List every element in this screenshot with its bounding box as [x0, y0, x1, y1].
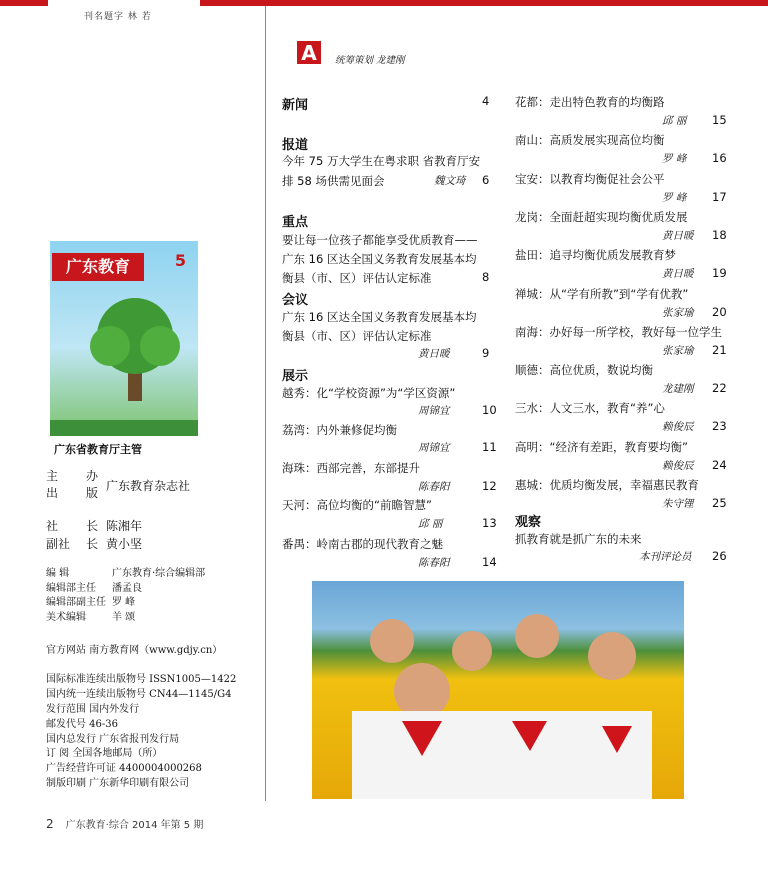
toc-entry-title: 今年 75 万大学生在粤求职 省教育厅安 [282, 154, 481, 168]
toc-page-number: 21 [712, 342, 727, 357]
toc-entry-author: 魏文琦 [434, 175, 466, 187]
pub-line: 国际标准连续出版物号 ISSN1005—1422 [46, 674, 237, 685]
toc-page-number: 24 [712, 457, 727, 472]
pub-line: 订 阅 全国各地邮局（所） [46, 748, 163, 760]
publisher-name: 广东教育杂志社 [106, 479, 191, 493]
toc-entry-title: 越秀：化“学校资源”为“学区资源” [282, 386, 456, 400]
masthead-logo [48, 0, 200, 6]
toc-page-number: 13 [482, 516, 497, 530]
toc-entry-author: 赖俊辰 [662, 421, 694, 434]
toc-page-number: 12 [482, 479, 497, 493]
toc-page-number: 20 [712, 304, 727, 319]
toc-entry-title: 南海：办好每一所学校，教好每一位学生 [515, 324, 722, 339]
president-name: 陈湘年 [106, 519, 143, 533]
credit-row: 编 辑 广东教育·综合编辑部 [46, 568, 206, 579]
toc-page-number: 10 [482, 403, 497, 417]
toc-entry-title: 天河：高位均衡的“前瞻智慧” [282, 498, 432, 512]
masthead-caption: 刊名题字 林 若 [84, 12, 152, 22]
toc-section-heading: 会议 [282, 293, 309, 308]
pub-line: 邮发代号 46-36 [46, 718, 119, 730]
toc-entry-author: 陈春阳 [418, 557, 450, 569]
toc-entry-title: 抓教育就是抓广东的未来 [515, 532, 642, 546]
toc-entry-title: 排 58 场供需见面会 [282, 174, 385, 188]
credit-row: 美术编辑 羊 颂 [46, 611, 136, 623]
pub-line: 国内统一连续出版物号 CN44—1145/G4 [46, 688, 232, 700]
toc-entry-title: 宝安：以教育均衡促社会公平 [515, 171, 665, 186]
toc-entry-author: 罗 峰 [662, 153, 687, 166]
toc-page-number: 25 [712, 496, 727, 510]
toc-page-number: 14 [482, 555, 497, 569]
planning-credit: 统筹策划 龙建刚 [335, 55, 405, 66]
toc-entry-title: 惠城：优质均衡发展，幸福惠民教育 [515, 478, 699, 492]
official-website: 官方网站 南方教育网（www.gdjy.cn） [46, 645, 223, 656]
pub-line: 广告经营许可证 4400004000268 [46, 763, 202, 775]
toc-entry-title: 顺德：高位优质，数说均衡 [515, 363, 653, 378]
students-photo [312, 581, 684, 799]
toc-entry-title: 花都：走出特色教育的均衡路 [515, 95, 665, 109]
toc-page-number: 11 [482, 440, 497, 454]
toc-entry-author: 周锦宜 [418, 442, 450, 454]
pub-line: 发行范围 国内外发行 [46, 703, 140, 715]
cover-title: 广东教育 [52, 253, 144, 281]
toc-page-number: 6 [482, 173, 490, 187]
toc-entry-title: 广东 16 区达全国义务教育发展基本均 [282, 310, 477, 324]
toc-page-number: 18 [712, 227, 727, 242]
toc-entry-author: 朱守锂 [662, 498, 694, 510]
toc-entry-author: 周锦宜 [418, 405, 450, 417]
toc-entry-title: 衡县（市、区）评估认定标准 [282, 271, 432, 285]
toc-entry-author: 龙建刚 [662, 383, 694, 396]
toc-entry-title: 海珠：西部完善，东部提升 [282, 461, 420, 475]
svg-text:A: A [301, 41, 317, 64]
toc-entry-title: 高明：“经济有差距，教育要均衡” [515, 439, 688, 454]
toc-page-number: 8 [482, 270, 490, 284]
toc-entry-title: 荔湾：内外兼修促均衡 [282, 423, 397, 437]
editorial-credits [46, 564, 205, 622]
toc-entry-title: 禅城：从“学有所教”到“学有优教” [515, 286, 689, 301]
toc-entry-author: 张家瑜 [662, 306, 694, 319]
toc-entry-author: 张家瑜 [662, 344, 694, 357]
toc-entry-author: 邱 丽 [662, 115, 687, 127]
cover-issue-number: 5 [174, 251, 186, 270]
cover-bottom-band [50, 420, 198, 436]
toc-entry-author: 邱 丽 [418, 518, 443, 530]
magazine-cover-image [50, 241, 198, 436]
page-footer [46, 816, 203, 831]
credit-row: 编辑部主任 潘孟良 [46, 582, 142, 594]
toc-entry-title: 三水：人文三水，教育“养”心 [515, 401, 665, 416]
toc-section-heading: 新闻 [282, 98, 309, 113]
toc-section-heading: 展示 [282, 369, 309, 384]
cover-caption: 广东省教育厅主管 [54, 443, 142, 456]
column-divider [265, 6, 266, 801]
toc-entry-author: 黄日暖 [418, 348, 450, 360]
toc-entry-title: 番禺：岭南古郡的现代教育之魅 [282, 537, 443, 551]
toc-entry-author: 罗 峰 [662, 191, 687, 204]
page-number: 2 [46, 817, 54, 831]
toc-entry-title: 南山：高质发展实现高位均衡 [515, 133, 665, 148]
toc-entry-author: 赖俊辰 [662, 459, 694, 472]
toc-entry-author: 黄日暖 [662, 229, 694, 242]
publication-info [46, 670, 236, 789]
toc-entry-author: 陈春阳 [418, 481, 450, 493]
toc-page-number: 23 [712, 419, 727, 434]
toc-entry-title: 要让每一位孩子都能享受优质教育—— [282, 233, 478, 247]
toc-entry-author: 本刊评论员 [639, 551, 692, 563]
photo-illustration [312, 581, 684, 799]
pub-line: 制版印刷 广东新华印刷有限公司 [46, 778, 190, 790]
toc-page-number: 4 [482, 94, 490, 108]
toc-entry-title: 盐田：追寻均衡优质发展教育梦 [515, 248, 676, 263]
toc-page-number: 22 [712, 381, 727, 396]
toc-entry-title: 广东 16 区达全国义务教育发展基本均 [282, 252, 477, 266]
toc-page-number: 17 [712, 189, 727, 204]
toc-section-heading: 观察 [515, 515, 542, 530]
credit-row: 编辑部副主任 罗 峰 [46, 597, 136, 608]
pub-line: 国内总发行 广东省报刊发行局 [46, 733, 180, 745]
toc-section-heading: 报道 [282, 138, 309, 153]
footer-text: 广东教育·综合 2014 年第 5 期 [65, 820, 204, 831]
toc-entry-title: 龙岗：全面赶超实现均衡优质发展 [515, 209, 688, 224]
toc-entry-author: 黄日暖 [662, 268, 694, 281]
vice-president-name: 黄小坚 [106, 537, 143, 551]
toc-page-number: 19 [712, 266, 727, 281]
toc-page-number: 26 [712, 549, 727, 563]
toc-section-heading: 重点 [282, 215, 309, 230]
toc-page-number: 15 [712, 113, 727, 127]
toc-page-number: 16 [712, 151, 727, 166]
toc-page-number: 9 [482, 346, 490, 360]
cover-tree-illustration [80, 296, 190, 406]
toc-entry-title: 衡县（市、区）评估认定标准 [282, 329, 432, 343]
